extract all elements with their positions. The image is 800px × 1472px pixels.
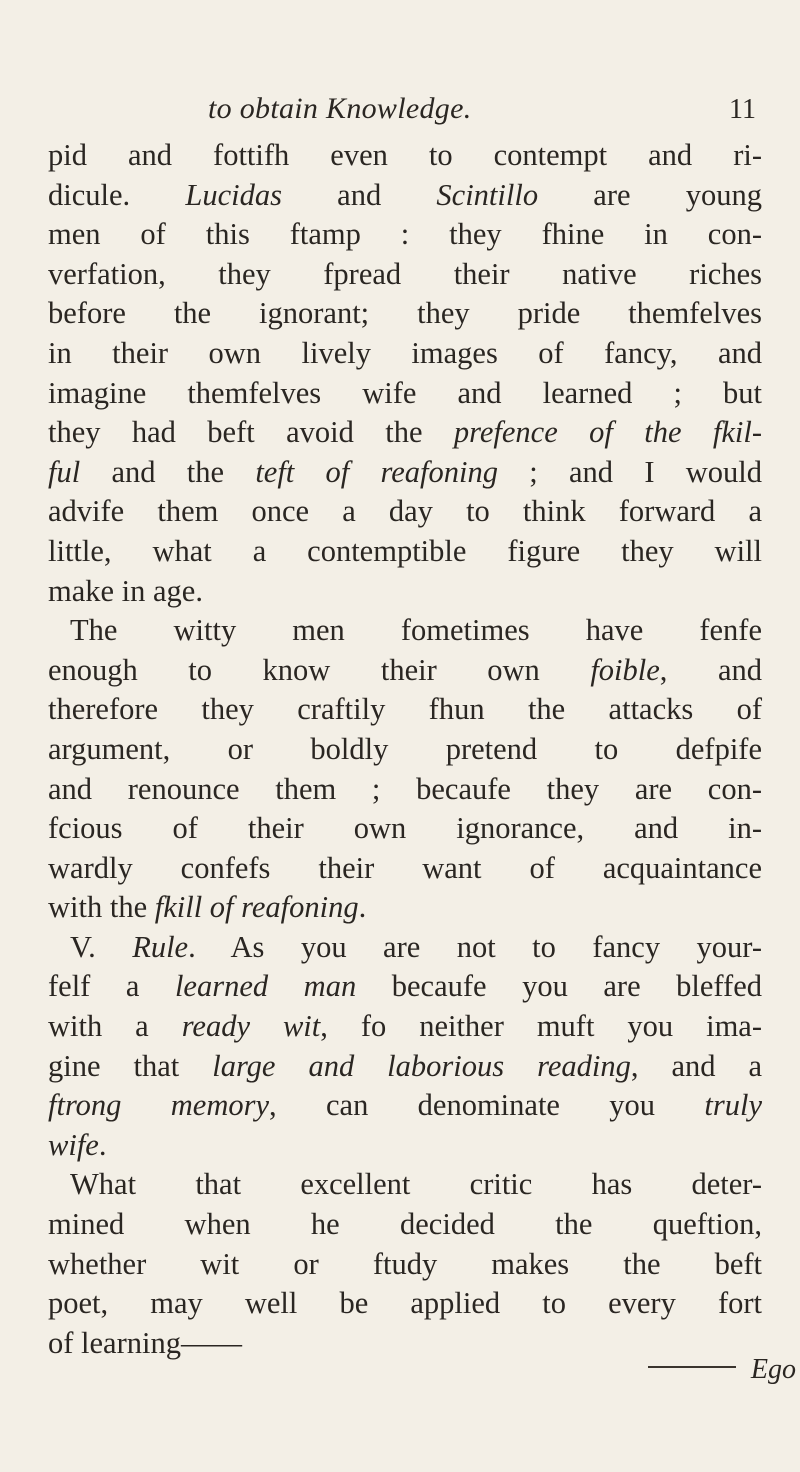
text-line: argument, or boldly pretend to defpife	[48, 731, 762, 766]
text-line: gine that large and laborious reading, and a	[48, 1048, 763, 1083]
text-line: pid and fottifh even to contempt and ri-	[48, 138, 762, 172]
text-line: whether wit or ftudy makes the beft	[48, 1246, 762, 1281]
text-line: men of this ftamp : they fhine in con-	[48, 217, 762, 252]
text-line: The witty men fometimes have fenfe	[70, 613, 762, 648]
text-line: ful and the teft of reafoning ; and I would	[48, 454, 763, 489]
running-head-title: to obtain Knowledge.	[208, 92, 472, 125]
text-line: dicule. Lucidas and Scintillo are young	[48, 177, 762, 212]
text-line: fcious of their own ignorance, and in-	[48, 811, 762, 846]
text-line: imagine themfelves wife and learned ; but	[48, 375, 762, 410]
text-line: mined when he decided the queftion,	[48, 1207, 762, 1242]
text-line: enough to know their own foible, and	[48, 652, 762, 687]
text-line: poet, may well be applied to every fort	[48, 1286, 762, 1321]
text-line: make in age.	[48, 573, 203, 608]
text-line: ftrong memory, can denominate you truly	[48, 1088, 762, 1123]
text-line: verfation, they fpread their native riches	[48, 256, 762, 291]
text-line: What that excellent critic has deter-	[70, 1167, 762, 1202]
text-line: advife them once a day to think forward a	[48, 494, 762, 529]
body-text	[48, 136, 762, 1363]
text-line: felf a learned man becaufe you are bleffed	[48, 969, 762, 1004]
page-number: 11	[729, 94, 756, 125]
text-line: in their own lively images of fancy, and	[48, 335, 762, 370]
text-line: wardly confefs their want of acquaintance	[48, 850, 762, 885]
text-line: V. Rule. As you are not to fancy your-	[70, 929, 762, 964]
text-line: they had beft avoid the prefence of the fkil-	[48, 415, 762, 450]
text-line: before the ignorant; they pride themfelves	[48, 296, 762, 331]
text-line: with the fkill of reafoning.	[48, 890, 367, 925]
text-line: therefore they craftily fhun the attacks of	[48, 692, 762, 727]
text-line: little, what a contemptible figure they will	[48, 533, 762, 568]
text-line: with a ready wit, fo neither muft you ima-	[48, 1009, 762, 1044]
text-line: and renounce them ; becaufe they are con-	[48, 771, 762, 806]
text-line: wife.	[48, 1127, 107, 1162]
running-head	[48, 92, 762, 132]
catchword-rule	[648, 1366, 736, 1368]
catchword: Ego	[750, 1354, 796, 1385]
text-line: of learning——	[48, 1325, 242, 1360]
